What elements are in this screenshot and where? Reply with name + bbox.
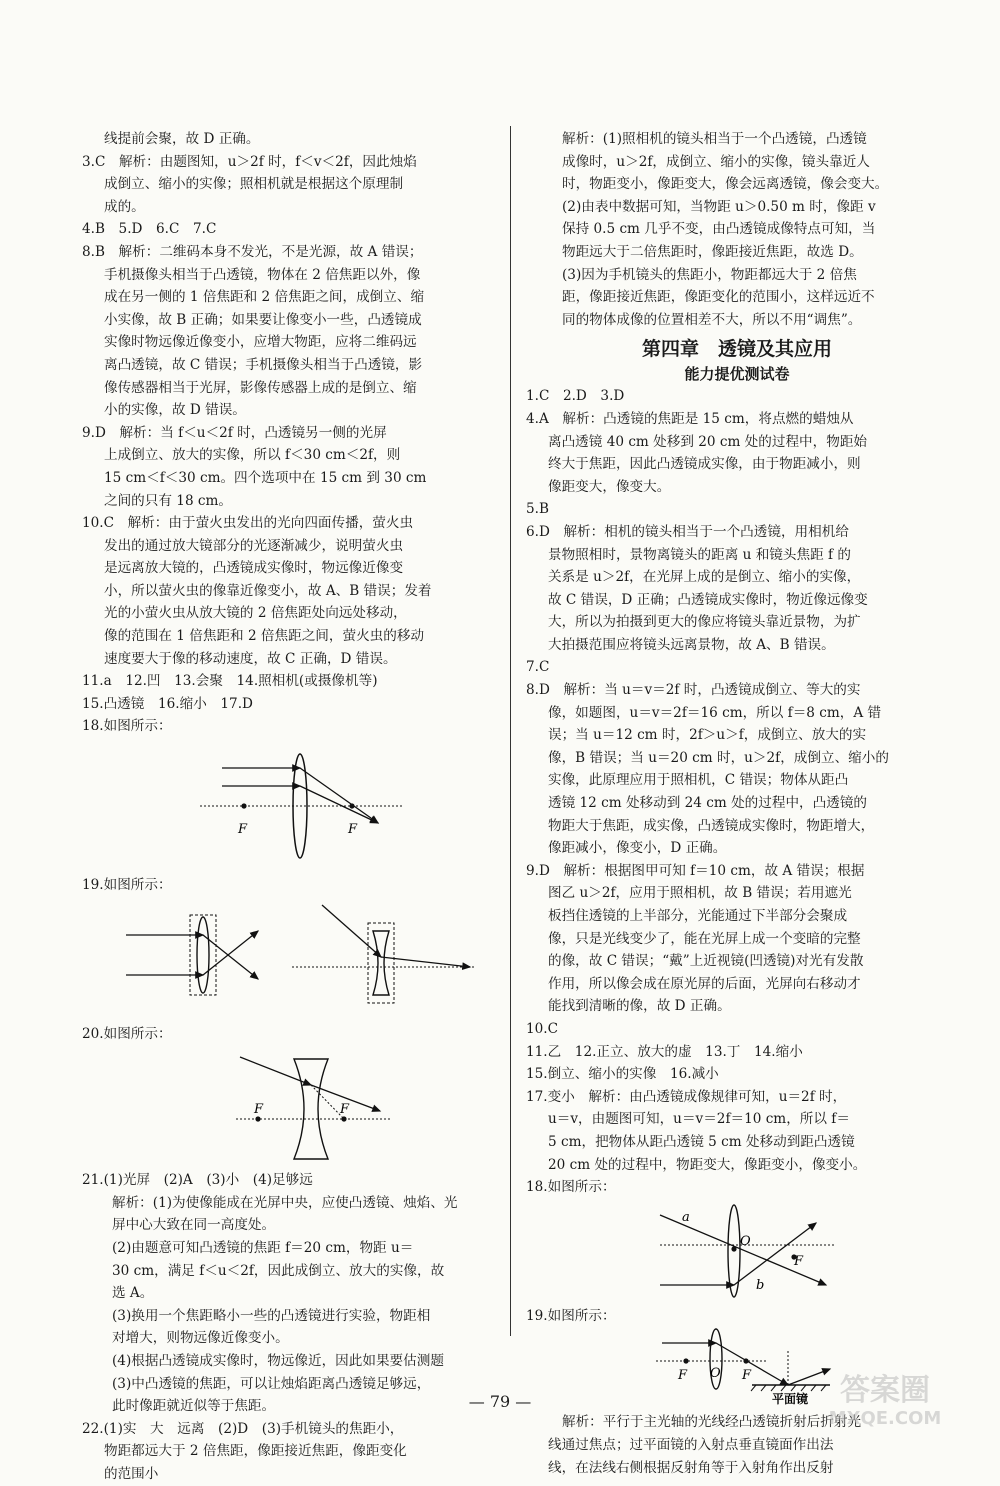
chapter-title: 第四章 透镜及其应用: [641, 338, 832, 361]
text-line: 对增大，则物远像近像变小。: [112, 1330, 289, 1347]
text-line: 1.C 2.D 3.D: [526, 388, 625, 405]
right-mid-text-block: [526, 385, 948, 1198]
text-line: 像，只是光线变少了，能在光屏上成一个变暗的完整: [548, 930, 861, 947]
text-line: 小的实像，故 D 错误。: [104, 402, 246, 419]
text-line: 9.D 解析：根据图甲可知 f＝10 cm，故 A 错误；根据: [526, 862, 865, 879]
text-line: 离凸透镜，故 C 错误；手机摄像头相当于凸透镜，影: [104, 356, 423, 373]
text-line: 小，所以萤火虫的像靠近像变小，故 A、B 错误；发着: [104, 582, 432, 599]
text-line: (4)根据凸透镜成实像时，物远像近，因此如果要估测题: [112, 1352, 444, 1369]
text-line: 线，在法线右侧根据反射角等于入射角作出反射: [548, 1459, 834, 1476]
text-line: 故 C 错误，D 正确；凸透镜成实像时，物近像远像变: [548, 591, 868, 608]
text-line: 是远离放大镜的，凸透镜成实像时，物远像近像变: [104, 560, 404, 577]
text-line: 像，如题图，u＝v＝2f＝16 cm，所以 f＝8 cm，A 错: [548, 704, 882, 721]
text-line: 解析：(1)为使像能成在光屏中央，应使凸透镜、烛焰、光: [112, 1194, 458, 1211]
ray-label-b: b: [756, 1277, 765, 1293]
page-number: — 79 —: [468, 1392, 532, 1411]
text-line: 同的物体成像的位置相差不大，所以不用“调焦”。: [562, 311, 862, 328]
text-line: 发出的通过放大镜部分的光逐渐减少，说明萤火虫: [104, 537, 404, 554]
plane-mirror-label: 平面镜: [772, 1392, 809, 1407]
figure-r18-convex-lens: [526, 1199, 948, 1299]
text-line: 板挡住透镜的上半部分，光能通过下半部分会聚成: [548, 908, 848, 924]
text-line: 18.如图所示：: [526, 1179, 616, 1196]
text-line: 像距变大，像变大。: [548, 478, 671, 495]
right-top-text-block: [526, 128, 948, 331]
text-line: 保持 0.5 cm 几乎不变，由凸透镜成像特点可知，当: [562, 221, 876, 238]
text-line: 之间的只有 18 cm。: [104, 492, 233, 509]
text-line: 光的小萤火虫从放大镜的 2 倍焦距处向远处移动，: [104, 605, 407, 622]
text-line: 的范围小: [104, 1465, 159, 1482]
text-line: 11.a 12.凹 13.会聚 14.照相机(或摄像机等): [82, 673, 378, 690]
text-line: (3)因为手机镜头的焦距小，物距都远大于 2 倍焦: [562, 266, 857, 283]
watermark-text: 答案圈: [840, 1373, 930, 1408]
text-line: 20 cm 处的过程中，物距变大，像距变小，像变小。: [548, 1156, 867, 1173]
question-19-label: 19.如图所示：: [82, 877, 172, 894]
text-line: 6.D 解析：相机的镜头相当于一个凸透镜，用相机给: [526, 523, 849, 540]
text-line: 17.变小 解析：由凸透镜成像规律可知，u＝2f 时，: [526, 1088, 847, 1105]
text-line: 11.乙 12.正立、放大的虚 13.丁 14.缩小: [526, 1043, 803, 1060]
text-line: 选 A。: [112, 1285, 154, 1302]
text-line: (2)由表中数据可知，当物距 u＞0.50 m 时，像距 v: [562, 198, 876, 215]
text-line: 22.(1)实 大 远离 (2)D (3)手机镜头的焦距小，: [82, 1420, 404, 1437]
text-line: 15 cm＜f＜30 cm。四个选项中在 15 cm 到 30 cm: [104, 469, 427, 486]
text-line: 小实像，故 B 正确；如果要让像变小一些，凸透镜成: [104, 311, 422, 328]
question-21-22-block: [82, 1169, 500, 1485]
text-line: 速度要大于像的移动速度，故 C 正确，D 错误。: [104, 650, 397, 667]
center-label-o: O: [710, 1366, 721, 1382]
text-line: 像距减小，像变小，D 正确。: [548, 840, 727, 857]
text-line: 物距都远大于 2 倍焦距，像距接近焦距，像距变化: [104, 1443, 407, 1460]
text-line: u＝v，由题图可知，u＝v＝2f＝10 cm，所以 f＝: [548, 1111, 850, 1128]
text-line: 15.凸透镜 16.缩小 17.D: [82, 695, 253, 712]
text-line: 5.B: [526, 501, 549, 518]
text-line: 大，所以为拍摄到更大的像应将镜头靠近景物，为扩: [548, 614, 861, 631]
text-line: 终大于焦距，因此凸透镜成实像，由于物距减小，则: [548, 456, 861, 473]
text-line: 此时像距就近似等于焦距。: [112, 1398, 276, 1415]
focus-label-f: F: [794, 1253, 804, 1269]
text-line: (2)由题意可知凸透镜的焦距 f＝20 cm，物距 u＝: [112, 1240, 414, 1256]
focus-label-left: F: [678, 1368, 688, 1384]
figure-19-lenses: [82, 897, 500, 1017]
text-line: 时，物距变小，像距变大，像会远离透镜，像会变大。: [562, 176, 889, 193]
center-label-o: O: [740, 1233, 751, 1249]
text-line: 作用，所以像会成在原光屏的后面，光屏向右移动才: [548, 975, 861, 992]
text-line: 7.C: [526, 659, 550, 676]
text-line: 线通过焦点；过平面镜的入射点垂直镜面作出法: [548, 1436, 834, 1453]
figure-20-concave-lens: [82, 1045, 500, 1165]
text-line: 成像时，u＞2f，成倒立、缩小的实像，镜头靠近人: [562, 153, 870, 170]
text-line: 5 cm，把物体从距凸透镜 5 cm 处移动到距凸透镜: [548, 1133, 855, 1150]
text-line: 解析：平行于主光轴的光线经凸透镜折射后折射光: [562, 1414, 862, 1431]
question-r19-label: 19.如图所示：: [526, 1307, 616, 1324]
text-line: 关系是 u＞2f，在光屏上成的是倒立、缩小的实像，: [548, 569, 861, 586]
text-line: 成在另一侧的 1 倍焦距和 2 倍焦距之间，成倒立、缩: [104, 289, 425, 306]
figure-18-convex-lens: [82, 738, 500, 868]
column-divider: [510, 126, 511, 1336]
text-line: 成的。: [104, 198, 145, 215]
right-column: [526, 128, 948, 1479]
text-line: 实像，此原理应用于照相机，C 错误；物体从距凸: [548, 772, 849, 789]
text-line: 离凸透镜 40 cm 处移到 20 cm 处的过程中，物距始: [548, 433, 868, 450]
text-line: 成倒立、缩小的实像；照相机就是根据这个原理制: [104, 176, 404, 193]
text-line: 误；当 u＝12 cm 时，2f＞u＞f，成倒立、放大的实: [548, 727, 867, 744]
focus-label-right: F: [742, 1368, 752, 1384]
text-line: 图乙 u＞2f，应用于照相机，故 B 错误；若用遮光: [548, 885, 852, 902]
text-line: 距，像距接近焦距，像距变化的范围小，这样远近不: [562, 289, 875, 306]
text-line: 8.D 解析：当 u＝v＝2f 时，凸透镜成倒立、等大的实: [526, 682, 861, 699]
watermark-url: MXQE.COM: [828, 1408, 942, 1429]
text-line: 4.B 5.D 6.C 7.C: [82, 221, 217, 238]
text-line: 9.D 解析：当 f＜u＜2f 时，凸透镜另一侧的光屏: [82, 424, 387, 441]
text-line: 景物照相时，景物离镜头的距离 u 和镜头焦距 f 的: [548, 546, 851, 563]
ray-label-a: a: [682, 1209, 690, 1225]
text-line: 上成倒立、放大的实像，所以 f＜30 cm＜2f，则: [104, 447, 401, 464]
text-line: 物距远大于二倍焦距时，像距接近焦距，故选 D。: [562, 243, 863, 260]
text-line: 10.C 解析：由于萤火虫发出的光向四面传播，萤火虫: [82, 515, 414, 532]
text-line: 实像时物远像近像变小，应增大物距，应将二维码远: [104, 334, 417, 351]
text-line: 3.C 解析：由题图知，u＞2f 时，f＜v＜2f，因此烛焰: [82, 153, 417, 170]
focus-label-left: F: [238, 822, 248, 838]
text-line: 屏中心大致在同一高度处。: [112, 1217, 276, 1234]
text-line: 18.如图所示：: [82, 718, 172, 735]
text-line: 线提前会聚，故 D 正确。: [104, 131, 260, 147]
text-line: 解析：(1)照相机的镜头相当于一个凸透镜，凸透镜: [562, 131, 867, 147]
watermark-logo: [790, 1362, 980, 1432]
question-20-label: 20.如图所示：: [82, 1025, 172, 1042]
left-text-block: [82, 128, 500, 738]
focus-label-right: F: [348, 822, 358, 838]
text-line: 透镜 12 cm 处移动到 24 cm 处的过程中，凸透镜的: [548, 795, 868, 812]
section-title: 能力提优测试卷: [684, 365, 790, 384]
text-line: 大拍摄范围应将镜头远离景物，故 A、B 错误。: [548, 636, 835, 653]
text-line: 8.B 解析：二维码本身不发光，不是光源，故 A 错误；: [82, 243, 423, 260]
focus-label-right: F: [340, 1102, 350, 1118]
text-line: (3)换用一个焦距略小一些的凸透镜进行实验，物距相: [112, 1307, 431, 1324]
text-line: 的像，故 C 错误；“戴”上近视镜(凹透镜)对光有发散: [548, 953, 864, 970]
text-line: 手机摄像头相当于凸透镜，物体在 2 倍焦距以外，像: [104, 266, 421, 283]
text-line: 像传感器相当于光屏，影像传感器上成的是倒立、缩: [104, 379, 417, 396]
left-column: [82, 128, 500, 1486]
text-line: 像，B 错误；当 u＝20 cm 时，u＞2f，成倒立、缩小的: [548, 749, 889, 766]
text-line: 30 cm，满足 f＜u＜2f，因此成倒立、放大的实像，故: [112, 1262, 445, 1279]
text-line: 4.A 解析：凸透镜的焦距是 15 cm，将点燃的蜡烛从: [526, 410, 854, 427]
focus-label-left: F: [254, 1102, 264, 1118]
text-line: 像的范围在 1 倍焦距和 2 倍焦距之间，萤火虫的移动: [104, 628, 425, 645]
text-line: 15.倒立、缩小的实像 16.减小: [526, 1066, 719, 1083]
text-line: 物距大于焦距，成实像，凸透镜成实像时，物距增大，: [548, 817, 875, 834]
text-line: 10.C: [526, 1020, 559, 1037]
text-line: (3)中凸透镜的焦距，可以让烛焰距离凸透镜足够远，: [112, 1375, 431, 1392]
text-line: 能找到清晰的像，故 D 正确。: [548, 998, 731, 1015]
text-line: 21.(1)光屏 (2)A (3)小 (4)足够远: [82, 1172, 313, 1189]
